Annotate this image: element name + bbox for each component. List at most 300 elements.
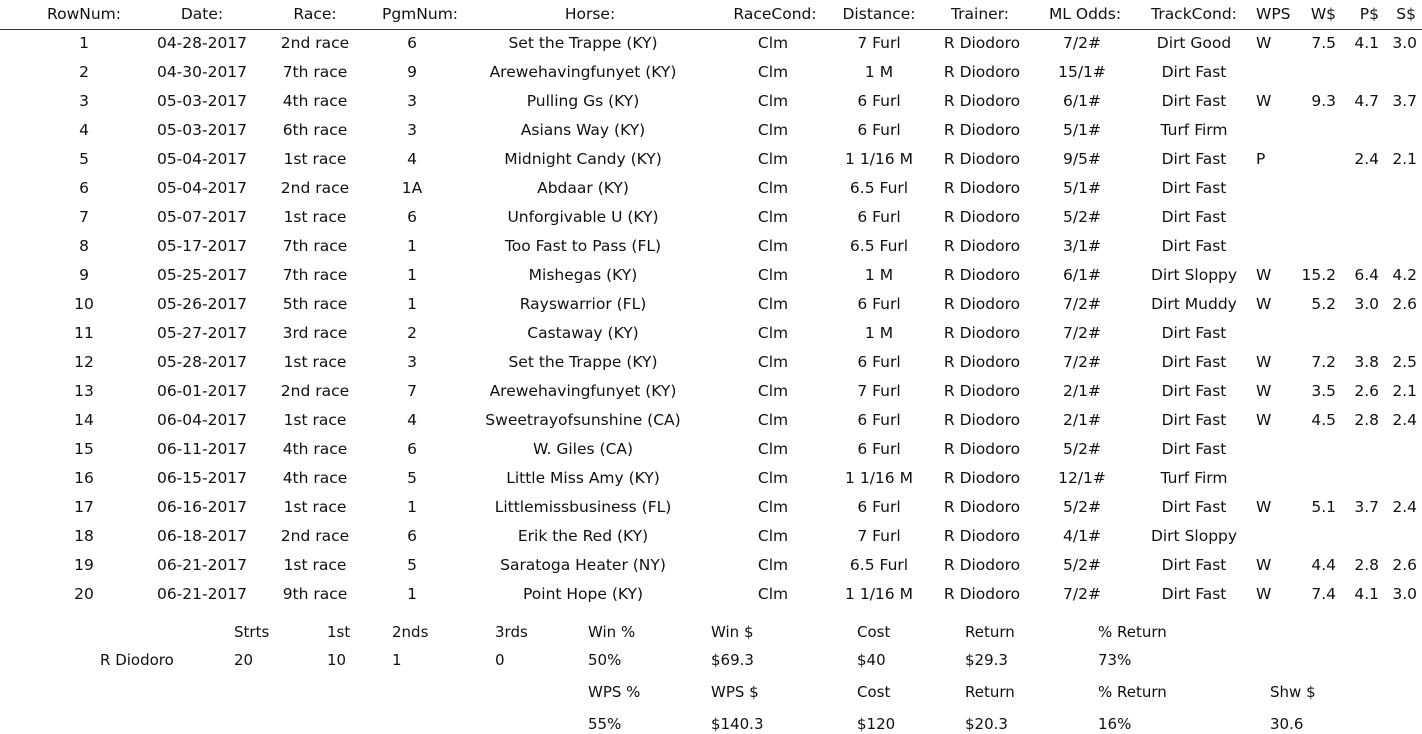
cell-win-dollar: 3.5 xyxy=(1311,382,1336,400)
cell-horse: Little Miss Amy (KY) xyxy=(506,469,660,487)
cell-win-dollar: 5.2 xyxy=(1311,295,1336,313)
cell-date: 06-04-2017 xyxy=(156,411,248,429)
cell-race: 1st race xyxy=(283,556,347,574)
cell-horse: Rayswarrior (FL) xyxy=(519,295,647,313)
cell-racecond: Clm xyxy=(757,469,789,487)
cell-wps: W xyxy=(1256,556,1272,574)
header-date: Date: xyxy=(180,5,224,23)
table-row xyxy=(0,522,1422,551)
cell-trackcond: Dirt Fast xyxy=(1161,585,1227,603)
summary-label-3rds: 3rds xyxy=(495,623,528,641)
table-row xyxy=(0,319,1422,348)
cell-rownum: 18 xyxy=(74,527,94,545)
cell-trackcond: Dirt Fast xyxy=(1161,382,1227,400)
cell-racecond: Clm xyxy=(757,92,789,110)
cell-rownum: 13 xyxy=(74,382,94,400)
cell-pgmnum: 3 xyxy=(407,121,417,139)
table-row xyxy=(0,203,1422,232)
summary-label-win-pct: Win % xyxy=(588,623,636,641)
cell-rownum: 14 xyxy=(74,411,94,429)
table-row xyxy=(0,58,1422,87)
cell-horse: Arewehavingfunyet (KY) xyxy=(489,63,677,81)
cell-date: 05-04-2017 xyxy=(156,150,248,168)
summary-label-strts: Strts xyxy=(234,623,270,641)
cell-date: 06-21-2017 xyxy=(156,556,248,574)
cell-race: 2nd race xyxy=(280,34,350,52)
cell-rownum: 12 xyxy=(74,353,94,371)
summary-value-show-dollar: 30.6 xyxy=(1270,715,1304,733)
cell-place-dollar: 6.4 xyxy=(1354,266,1379,284)
cell-race: 4th race xyxy=(282,440,348,458)
cell-horse: Abdaar (KY) xyxy=(537,179,629,197)
cell-horse: Erik the Red (KY) xyxy=(517,527,649,545)
cell-pgmnum: 2 xyxy=(407,324,417,342)
cell-pgmnum: 1 xyxy=(407,498,417,516)
table-row xyxy=(0,232,1422,261)
cell-rownum: 8 xyxy=(79,237,89,255)
cell-date: 05-17-2017 xyxy=(156,237,248,255)
cell-mlodds: 2/1# xyxy=(1063,382,1101,400)
cell-trainer: R Diodoro xyxy=(943,208,1021,226)
cell-distance: 1 1/16 M xyxy=(845,469,913,487)
header-racecond: RaceCond: xyxy=(733,5,817,23)
table-row xyxy=(0,290,1422,319)
cell-horse: Set the Trappe (KY) xyxy=(508,353,658,371)
summary-label-2nds: 2nds xyxy=(392,623,429,641)
cell-mlodds: 7/2# xyxy=(1063,324,1101,342)
cell-horse: Point Hope (KY) xyxy=(522,585,644,603)
cell-trackcond: Dirt Fast xyxy=(1161,208,1227,226)
cell-race: 2nd race xyxy=(280,179,350,197)
cell-rownum: 17 xyxy=(74,498,94,516)
cell-race: 2nd race xyxy=(280,527,350,545)
cell-horse: Asians Way (KY) xyxy=(520,121,646,139)
header-wps: WPS xyxy=(1256,5,1291,23)
cell-rownum: 4 xyxy=(79,121,89,139)
cell-trainer: R Diodoro xyxy=(943,179,1021,197)
cell-rownum: 10 xyxy=(74,295,94,313)
cell-trackcond: Dirt Fast xyxy=(1161,440,1227,458)
table-row xyxy=(0,174,1422,203)
cell-trackcond: Turf Firm xyxy=(1160,121,1228,139)
cell-distance: 1 M xyxy=(864,63,894,81)
cell-racecond: Clm xyxy=(757,266,789,284)
cell-wps: W xyxy=(1256,411,1272,429)
cell-win-dollar: 4.4 xyxy=(1311,556,1336,574)
table-row xyxy=(0,377,1422,406)
cell-race: 9th race xyxy=(282,585,348,603)
cell-rownum: 1 xyxy=(79,34,89,52)
cell-pgmnum: 6 xyxy=(407,440,417,458)
header-row xyxy=(0,0,1422,29)
cell-pgmnum: 1 xyxy=(407,295,417,313)
cell-show-dollar: 2.4 xyxy=(1392,498,1417,516)
cell-rownum: 2 xyxy=(79,63,89,81)
cell-trackcond: Dirt Fast xyxy=(1161,92,1227,110)
cell-win-dollar: 7.4 xyxy=(1311,585,1336,603)
cell-racecond: Clm xyxy=(757,121,789,139)
cell-date: 05-28-2017 xyxy=(156,353,248,371)
cell-win-dollar: 5.1 xyxy=(1311,498,1336,516)
cell-date: 04-30-2017 xyxy=(156,63,248,81)
cell-trainer: R Diodoro xyxy=(943,63,1021,81)
cell-distance: 6.5 Furl xyxy=(849,237,909,255)
cell-show-dollar: 2.6 xyxy=(1392,295,1417,313)
cell-trainer: R Diodoro xyxy=(943,34,1021,52)
cell-pgmnum: 1A xyxy=(401,179,423,197)
cell-date: 06-16-2017 xyxy=(156,498,248,516)
cell-win-dollar: 15.2 xyxy=(1301,266,1336,284)
table-row xyxy=(0,580,1422,609)
table-row xyxy=(0,348,1422,377)
cell-place-dollar: 3.7 xyxy=(1354,498,1379,516)
cell-distance: 6 Furl xyxy=(857,92,901,110)
cell-show-dollar: 4.2 xyxy=(1392,266,1417,284)
summary-value-1st: 10 xyxy=(327,651,347,669)
cell-pgmnum: 7 xyxy=(407,382,417,400)
cell-racecond: Clm xyxy=(757,63,789,81)
cell-mlodds: 7/2# xyxy=(1063,295,1101,313)
cell-horse: Pulling Gs (KY) xyxy=(526,92,640,110)
cell-horse: Too Fast to Pass (FL) xyxy=(504,237,662,255)
summary-value-strts: 20 xyxy=(234,651,254,669)
header-trackcond: TrackCond: xyxy=(1151,5,1237,23)
cell-racecond: Clm xyxy=(757,498,789,516)
cell-trackcond: Dirt Muddy xyxy=(1151,295,1237,313)
cell-racecond: Clm xyxy=(757,585,789,603)
summary-label-pct-return: % Return xyxy=(1098,623,1167,641)
cell-racecond: Clm xyxy=(757,440,789,458)
cell-racecond: Clm xyxy=(757,150,789,168)
cell-trackcond: Dirt Fast xyxy=(1161,179,1227,197)
cell-trackcond: Dirt Fast xyxy=(1161,556,1227,574)
cell-horse: Midnight Candy (KY) xyxy=(504,150,662,168)
cell-trainer: R Diodoro xyxy=(943,295,1021,313)
cell-distance: 6 Furl xyxy=(857,498,901,516)
cell-trackcond: Dirt Fast xyxy=(1161,237,1227,255)
summary-value-win-pct: 50% xyxy=(588,651,622,669)
cell-date: 05-03-2017 xyxy=(156,121,248,139)
cell-rownum: 15 xyxy=(74,440,94,458)
cell-trainer: R Diodoro xyxy=(943,585,1021,603)
cell-race: 1st race xyxy=(283,498,347,516)
cell-show-dollar: 2.5 xyxy=(1392,353,1417,371)
cell-show-dollar: 2.6 xyxy=(1392,556,1417,574)
table-row xyxy=(0,261,1422,290)
cell-horse: Saratoga Heater (NY) xyxy=(500,556,666,574)
cell-mlodds: 5/1# xyxy=(1063,179,1101,197)
cell-date: 05-27-2017 xyxy=(156,324,248,342)
cell-show-dollar: 3.7 xyxy=(1392,92,1417,110)
cell-horse: Arewehavingfunyet (KY) xyxy=(489,382,677,400)
cell-show-dollar: 2.1 xyxy=(1392,150,1417,168)
cell-trainer: R Diodoro xyxy=(943,150,1021,168)
cell-race: 5th race xyxy=(282,295,348,313)
cell-horse: Mishegas (KY) xyxy=(528,266,638,284)
cell-racecond: Clm xyxy=(757,179,789,197)
cell-pgmnum: 1 xyxy=(407,266,417,284)
cell-distance: 6 Furl xyxy=(857,411,901,429)
header-distance: Distance: xyxy=(842,5,916,23)
cell-date: 06-11-2017 xyxy=(156,440,248,458)
cell-race: 7th race xyxy=(282,237,348,255)
cell-distance: 6 Furl xyxy=(857,295,901,313)
cell-distance: 7 Furl xyxy=(857,527,901,545)
cell-mlodds: 5/2# xyxy=(1063,440,1101,458)
cell-trainer: R Diodoro xyxy=(943,266,1021,284)
cell-distance: 6 Furl xyxy=(857,121,901,139)
cell-pgmnum: 9 xyxy=(407,63,417,81)
cell-racecond: Clm xyxy=(757,411,789,429)
cell-show-dollar: 3.0 xyxy=(1392,34,1417,52)
cell-win-dollar: 7.2 xyxy=(1311,353,1336,371)
cell-mlodds: 7/2# xyxy=(1063,585,1101,603)
cell-mlodds: 5/2# xyxy=(1063,208,1101,226)
summary-label-wps-cost: Cost xyxy=(857,683,891,701)
cell-rownum: 5 xyxy=(79,150,89,168)
cell-race: 1st race xyxy=(283,208,347,226)
table-row xyxy=(0,29,1422,58)
cell-wps: W xyxy=(1256,92,1272,110)
cell-distance: 1 M xyxy=(864,324,894,342)
table-row xyxy=(0,493,1422,522)
cell-date: 05-04-2017 xyxy=(156,179,248,197)
summary-label-1st: 1st xyxy=(327,623,351,641)
cell-mlodds: 7/2# xyxy=(1063,34,1101,52)
cell-trainer: R Diodoro xyxy=(943,237,1021,255)
summary-value-wps-pct-return: 16% xyxy=(1098,715,1132,733)
cell-rownum: 20 xyxy=(74,585,94,603)
cell-wps: W xyxy=(1256,295,1272,313)
summary-value-wps-return: $20.3 xyxy=(965,715,1008,733)
table-row xyxy=(0,145,1422,174)
cell-mlodds: 3/1# xyxy=(1063,237,1101,255)
cell-pgmnum: 1 xyxy=(407,237,417,255)
cell-race: 3rd race xyxy=(282,324,348,342)
cell-pgmnum: 5 xyxy=(407,556,417,574)
cell-place-dollar: 4.1 xyxy=(1354,34,1379,52)
cell-racecond: Clm xyxy=(757,237,789,255)
summary-value-wps-pct: 55% xyxy=(588,715,622,733)
cell-horse: Littlemissbusiness (FL) xyxy=(494,498,672,516)
table-row xyxy=(0,116,1422,145)
cell-race: 7th race xyxy=(282,63,348,81)
cell-horse: Set the Trappe (KY) xyxy=(508,34,658,52)
cell-trackcond: Turf Firm xyxy=(1160,469,1228,487)
cell-date: 04-28-2017 xyxy=(156,34,248,52)
cell-place-dollar: 4.1 xyxy=(1354,585,1379,603)
table-row xyxy=(0,464,1422,493)
cell-wps: W xyxy=(1256,498,1272,516)
table-row xyxy=(0,551,1422,580)
cell-rownum: 6 xyxy=(79,179,89,197)
cell-date: 06-15-2017 xyxy=(156,469,248,487)
cell-mlodds: 6/1# xyxy=(1063,266,1101,284)
cell-race: 1st race xyxy=(283,411,347,429)
cell-race: 1st race xyxy=(283,353,347,371)
summary-value-wps-dollar: $140.3 xyxy=(711,715,764,733)
cell-wps: W xyxy=(1256,585,1272,603)
cell-rownum: 16 xyxy=(74,469,94,487)
cell-mlodds: 9/5# xyxy=(1063,150,1101,168)
cell-racecond: Clm xyxy=(757,208,789,226)
table-row xyxy=(0,435,1422,464)
cell-trainer: R Diodoro xyxy=(943,382,1021,400)
cell-trackcond: Dirt Fast xyxy=(1161,63,1227,81)
cell-racecond: Clm xyxy=(757,353,789,371)
cell-trainer: R Diodoro xyxy=(943,411,1021,429)
summary-value-win-dollar: $69.3 xyxy=(711,651,754,669)
cell-mlodds: 4/1# xyxy=(1063,527,1101,545)
cell-place-dollar: 2.8 xyxy=(1354,411,1379,429)
cell-wps: P xyxy=(1256,150,1266,168)
cell-place-dollar: 2.4 xyxy=(1354,150,1379,168)
cell-trainer: R Diodoro xyxy=(943,527,1021,545)
table-row xyxy=(0,87,1422,116)
cell-show-dollar: 3.0 xyxy=(1392,585,1417,603)
cell-trackcond: Dirt Fast xyxy=(1161,324,1227,342)
cell-distance: 1 M xyxy=(864,266,894,284)
cell-distance: 1 1/16 M xyxy=(845,150,913,168)
cell-rownum: 9 xyxy=(79,266,89,284)
summary-label-wps-return: Return xyxy=(965,683,1015,701)
cell-trainer: R Diodoro xyxy=(943,353,1021,371)
summary-label-return: Return xyxy=(965,623,1015,641)
cell-trackcond: Dirt Good xyxy=(1156,34,1232,52)
cell-mlodds: 6/1# xyxy=(1063,92,1101,110)
summary-value-return: $29.3 xyxy=(965,651,1008,669)
cell-date: 06-18-2017 xyxy=(156,527,248,545)
cell-distance: 7 Furl xyxy=(857,34,901,52)
cell-mlodds: 2/1# xyxy=(1063,411,1101,429)
cell-trainer: R Diodoro xyxy=(943,121,1021,139)
cell-trackcond: Dirt Fast xyxy=(1161,411,1227,429)
header-pgmnum: PgmNum: xyxy=(381,5,459,23)
cell-rownum: 3 xyxy=(79,92,89,110)
summary-label-wps-pct: WPS % xyxy=(588,683,641,701)
cell-pgmnum: 6 xyxy=(407,208,417,226)
cell-wps: W xyxy=(1256,353,1272,371)
cell-wps: W xyxy=(1256,34,1272,52)
cell-racecond: Clm xyxy=(757,295,789,313)
cell-trainer: R Diodoro xyxy=(943,440,1021,458)
summary-label-cost: Cost xyxy=(857,623,891,641)
cell-racecond: Clm xyxy=(757,34,789,52)
cell-win-dollar: 4.5 xyxy=(1311,411,1336,429)
cell-wps: W xyxy=(1256,266,1272,284)
cell-racecond: Clm xyxy=(757,527,789,545)
cell-date: 05-26-2017 xyxy=(156,295,248,313)
cell-trainer: R Diodoro xyxy=(943,469,1021,487)
cell-horse: Sweetrayofsunshine (CA) xyxy=(485,411,681,429)
cell-win-dollar: 9.3 xyxy=(1311,92,1336,110)
cell-distance: 6 Furl xyxy=(857,208,901,226)
cell-mlodds: 12/1# xyxy=(1058,469,1106,487)
cell-date: 05-07-2017 xyxy=(156,208,248,226)
summary-value-3rds: 0 xyxy=(495,651,505,669)
summary-value-wps-cost: $120 xyxy=(857,715,896,733)
cell-trackcond: Dirt Sloppy xyxy=(1150,527,1238,545)
summary-trainer-name: R Diodoro xyxy=(100,651,174,669)
cell-show-dollar: 2.4 xyxy=(1392,411,1417,429)
header-mlodds: ML Odds: xyxy=(1048,5,1122,23)
cell-trainer: R Diodoro xyxy=(943,556,1021,574)
summary-value-pct-return: 73% xyxy=(1098,651,1132,669)
cell-place-dollar: 4.7 xyxy=(1354,92,1379,110)
cell-mlodds: 5/2# xyxy=(1063,498,1101,516)
cell-distance: 7 Furl xyxy=(857,382,901,400)
cell-horse: Unforgivable U (KY) xyxy=(507,208,659,226)
cell-race: 2nd race xyxy=(280,382,350,400)
header-trainer: Trainer: xyxy=(950,5,1010,23)
cell-distance: 6.5 Furl xyxy=(849,179,909,197)
cell-pgmnum: 1 xyxy=(407,585,417,603)
cell-trackcond: Dirt Sloppy xyxy=(1150,266,1238,284)
cell-show-dollar: 2.1 xyxy=(1392,382,1417,400)
cell-horse: W. Giles (CA) xyxy=(532,440,634,458)
cell-trackcond: Dirt Fast xyxy=(1161,150,1227,168)
summary-value-cost: $40 xyxy=(857,651,886,669)
cell-trainer: R Diodoro xyxy=(943,92,1021,110)
cell-rownum: 19 xyxy=(74,556,94,574)
cell-place-dollar: 2.6 xyxy=(1354,382,1379,400)
cell-trainer: R Diodoro xyxy=(943,324,1021,342)
summary-value-2nds: 1 xyxy=(392,651,402,669)
cell-pgmnum: 3 xyxy=(407,353,417,371)
cell-pgmnum: 6 xyxy=(407,527,417,545)
cell-distance: 1 1/16 M xyxy=(845,585,913,603)
header-race: Race: xyxy=(293,5,337,23)
header-horse: Horse: xyxy=(564,5,616,23)
cell-race: 4th race xyxy=(282,92,348,110)
cell-date: 06-21-2017 xyxy=(156,585,248,603)
cell-place-dollar: 3.8 xyxy=(1354,353,1379,371)
cell-place-dollar: 3.0 xyxy=(1354,295,1379,313)
cell-wps: W xyxy=(1256,382,1272,400)
cell-distance: 6 Furl xyxy=(857,440,901,458)
summary-label-win-dollar: Win $ xyxy=(711,623,754,641)
cell-trackcond: Dirt Fast xyxy=(1161,498,1227,516)
cell-horse: Castaway (KY) xyxy=(527,324,639,342)
cell-place-dollar: 2.8 xyxy=(1354,556,1379,574)
cell-pgmnum: 4 xyxy=(407,150,417,168)
cell-win-dollar: 7.5 xyxy=(1311,34,1336,52)
cell-date: 05-03-2017 xyxy=(156,92,248,110)
summary-label-wps-dollar: WPS $ xyxy=(711,683,759,701)
cell-mlodds: 5/2# xyxy=(1063,556,1101,574)
header-win-dollar: W$ xyxy=(1310,5,1336,23)
cell-mlodds: 5/1# xyxy=(1063,121,1101,139)
cell-race: 1st race xyxy=(283,150,347,168)
cell-pgmnum: 3 xyxy=(407,92,417,110)
cell-race: 7th race xyxy=(282,266,348,284)
cell-distance: 6.5 Furl xyxy=(849,556,909,574)
cell-pgmnum: 4 xyxy=(407,411,417,429)
cell-racecond: Clm xyxy=(757,382,789,400)
table-row xyxy=(0,406,1422,435)
cell-racecond: Clm xyxy=(757,556,789,574)
cell-trackcond: Dirt Fast xyxy=(1161,353,1227,371)
summary-label-wps-pct-return: % Return xyxy=(1098,683,1167,701)
cell-distance: 6 Furl xyxy=(857,353,901,371)
cell-trainer: R Diodoro xyxy=(943,498,1021,516)
cell-pgmnum: 6 xyxy=(407,34,417,52)
header-rownum: RowNum: xyxy=(47,5,121,23)
cell-pgmnum: 5 xyxy=(407,469,417,487)
cell-date: 06-01-2017 xyxy=(156,382,248,400)
cell-mlodds: 15/1# xyxy=(1058,63,1106,81)
cell-racecond: Clm xyxy=(757,324,789,342)
